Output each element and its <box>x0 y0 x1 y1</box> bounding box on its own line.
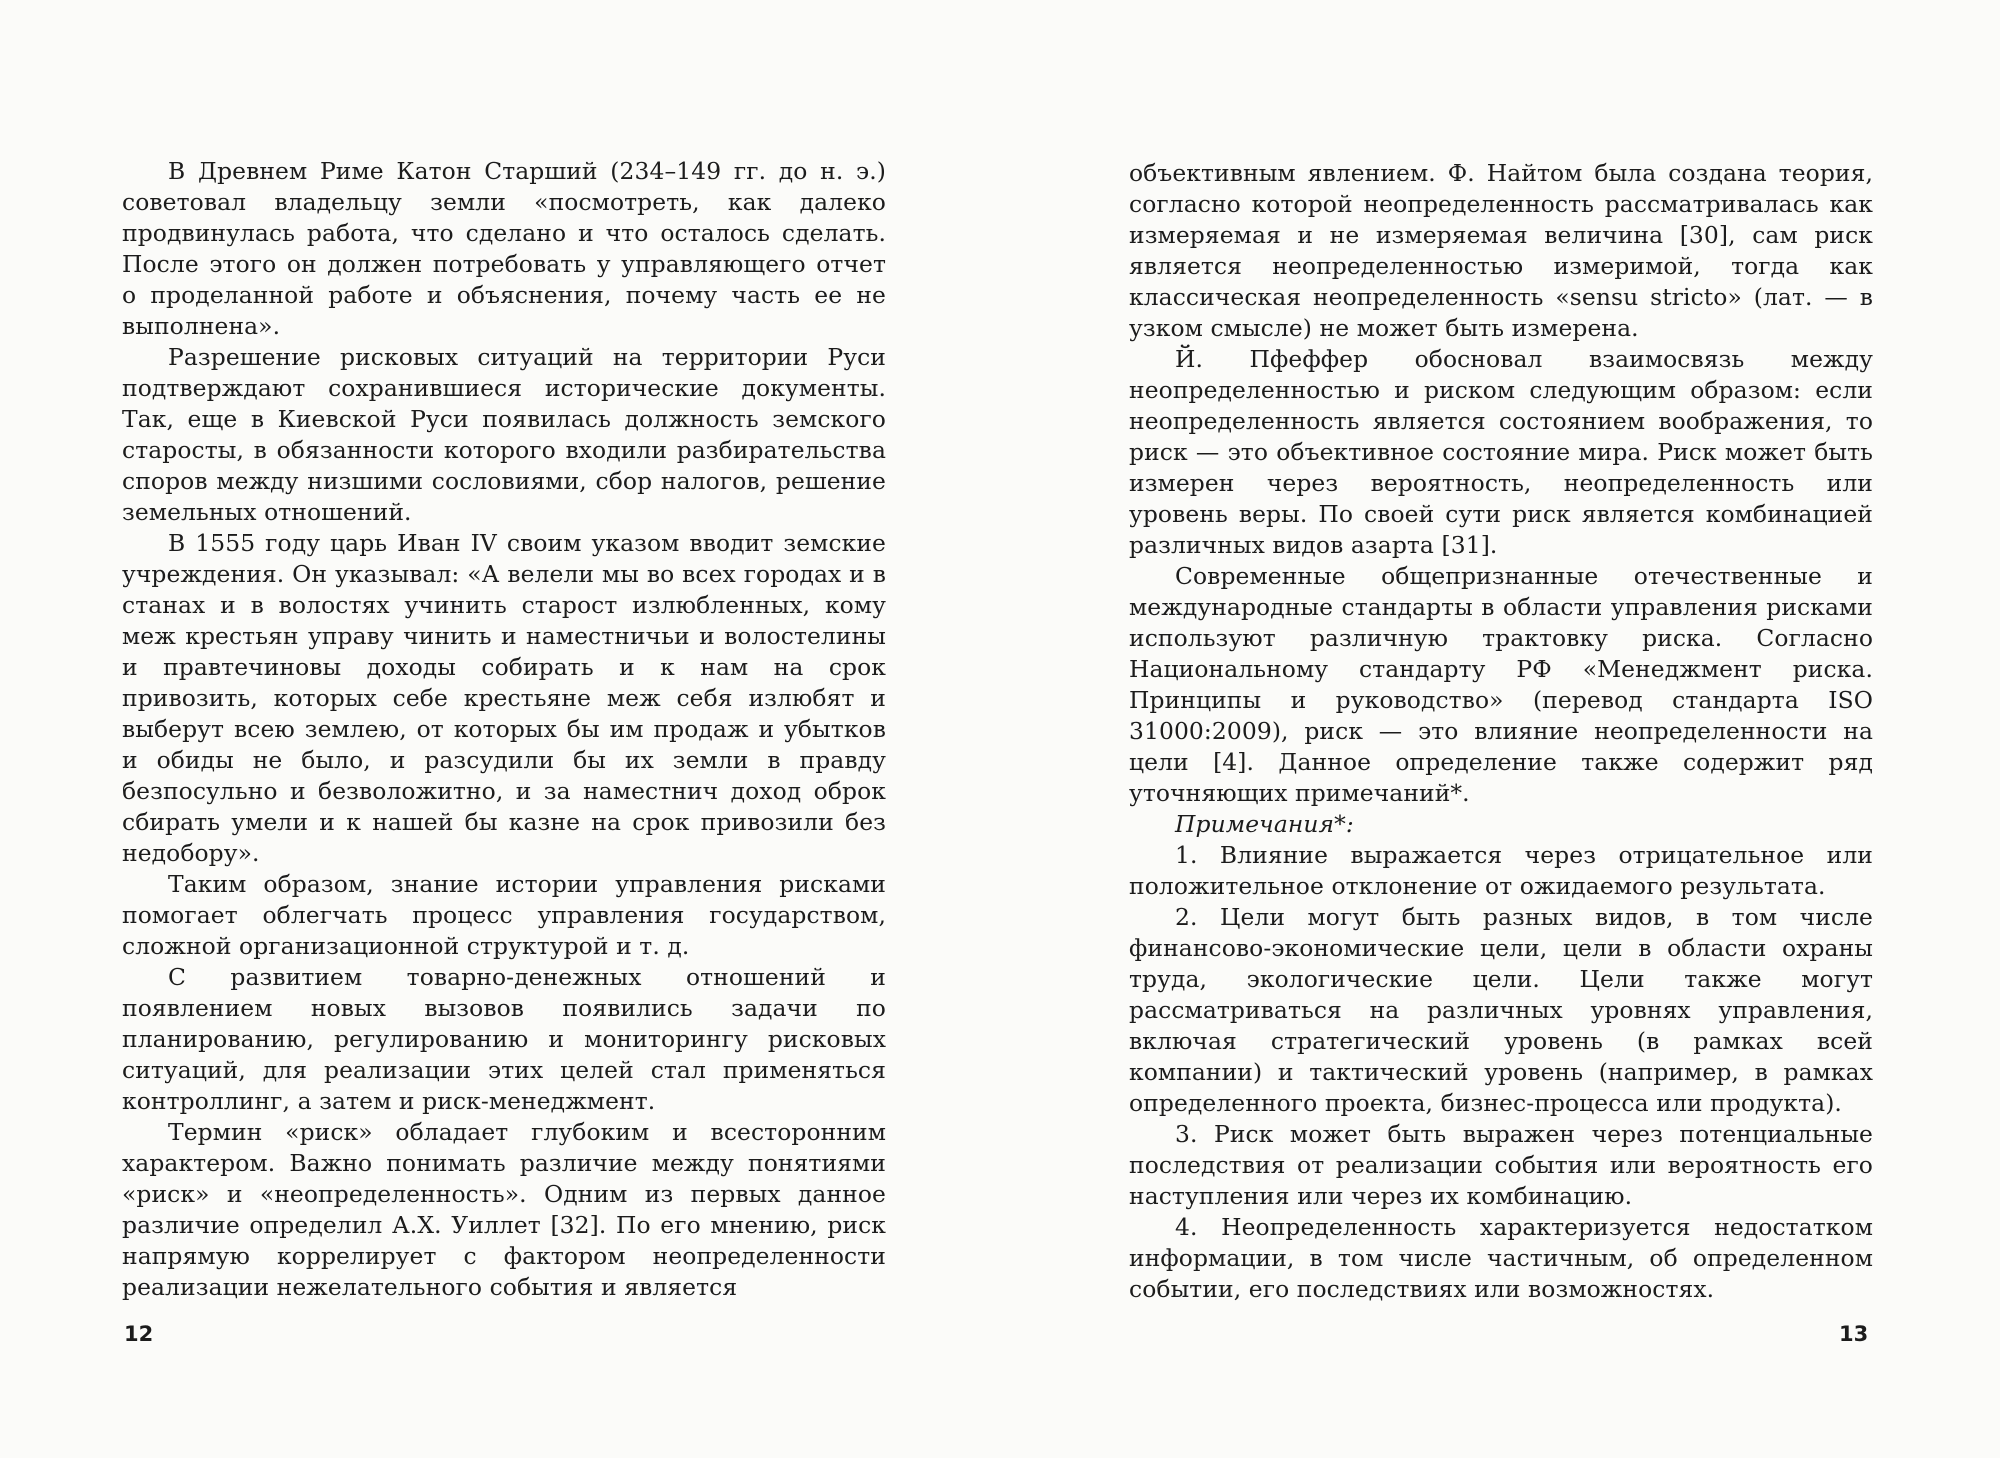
left-page-text <box>122 156 886 1303</box>
paragraph-cato: В Древнем Риме Катон Старший (234–149 гг. до н. э.) советовал владельцу земли «посмотреть, как далеко продвинулась работа, что сделано и что осталось сделать. После этого он должен потребовать у управляющего отчет о проделанной работе и объяснения, почему часть ее не выполнена». <box>122 157 886 340</box>
note-item-3: 3. Риск может быть выражен через потенциальные последствия от реализации события или вероятность его наступления или через их комбинацию. <box>1129 1120 1873 1210</box>
right-page-text <box>1129 158 1873 1305</box>
page-number-left: 12 <box>124 1322 154 1346</box>
paragraph-controlling: С развитием товарно-денежных отношений и появлением новых вызовов появились задачи по планированию, регулированию и мониторингу рисковых ситуаций, для реализации этих целей стал применяться контроллинг, а затем и риск-менеджмент. <box>122 963 886 1115</box>
note-item-4: 4. Неопределенность характеризуется недостатком информации, в том числе частичным, об определенном событии, его последствиях или возможностях. <box>1129 1213 1873 1303</box>
right-page <box>1000 0 2000 1458</box>
paragraph-standards: Современные общепризнанные отечественные и международные стандарты в области управления рисками используют различную трактовку риска. Согласно Национальному стандарту РФ «Менеджмент риска. Принципы и руководство» (перевод стандарта ISO 31000:2009), риск — это влияние неопределенности на цели [4]. Данное определение также содержит ряд уточняющих примечаний*. <box>1129 562 1873 807</box>
paragraph-ivan-iv: В 1555 году царь Иван IV своим указом вводит земские учреждения. Он указывал: «А велели мы во всех городах и в станах и в волостях учинить старост излюбленных, кому меж крестьян управу чинить и наместничьи и волостелины и правтечиновы доходы собирать и к нам на срок привозить, которых себе крестьяне меж себя излюбят и выберут всею землею, от которых бы им продаж и убытков и обиды не было, и разсудили бы их земли в правду безпосульно и безволожитно, и за наместнич доход оброк сбирать умели и к нашей бы казне на срок привозили без недобору». <box>122 529 886 867</box>
note-item-1: 1. Влияние выражается через отрицательное или положительное отклонение от ожидаемого результата. <box>1129 841 1873 900</box>
page-number-right: 13 <box>1839 1322 1869 1346</box>
paragraph-rus: Разрешение рисковых ситуаций на территории Руси подтверждают сохранившиеся исторические документы. Так, еще в Киевской Руси появилась должность земского старосты, в обязанности которого входили разбирательства споров между низшими сословиями, сбор налогов, решение земельных отношений. <box>122 343 886 526</box>
paragraph-risk-term: Термин «риск» обладает глубоким и всесторонним характером. Важно понимать различие между понятиями «риск» и «неопределенность». Одним из первых данное различие определил А.Х. Уиллет [32]. По его мнению, риск напрямую коррелирует с фактором неопределенности реализации нежелательного события и является <box>122 1118 886 1301</box>
notes-title: Примечания*: <box>1175 810 1354 838</box>
paragraph-pfeffer: Й. Пфеффер обосновал взаимосвязь между неопределенностью и риском следующим образом: если неопределенность является состоянием воображения, то риск — это объективное состояние мира. Риск может быть измерен через вероятность, неопределенность или уровень веры. По своей сути риск является комбинацией различных видов азарта [31]. <box>1129 345 1873 559</box>
paragraph-history-summary: Таким образом, знание истории управления рисками помогает облегчать процесс управления государством, сложной организационной структурой и т. д. <box>122 870 886 960</box>
note-item-2: 2. Цели могут быть разных видов, в том числе финансово-экономические цели, цели в области охраны труда, экологические цели. Цели также могут рассматриваться на различных уровнях управления, включая стратегический уровень (в рамках всей компании) и тактический уровень (например, в рамках определенного проекта, бизнес-процесса или продукта). <box>1129 903 1873 1117</box>
paragraph-continuation: объективным явлением. Ф. Найтом была создана теория, согласно которой неопределенность рассматривалась как измеряемая и не измеряемая величина [30], сам риск является неопределенностью измеримой, тогда как классическая неопределенность «sensu stricto» (лат. — в узком смысле) не может быть измерена. <box>1129 159 1873 342</box>
